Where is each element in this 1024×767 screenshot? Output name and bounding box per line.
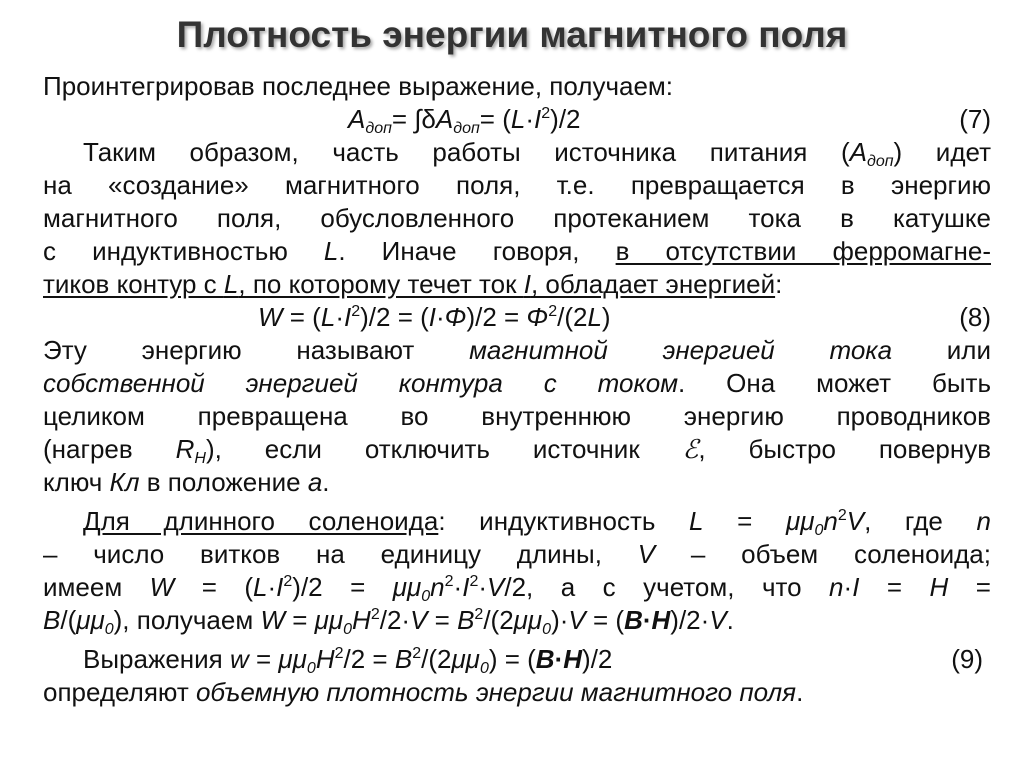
text-segment: определяют (43, 677, 196, 707)
superscript: 2 (370, 606, 380, 623)
subscript: доп (866, 153, 894, 170)
text-segment: /(2 (483, 605, 514, 635)
text-segment: = (703, 506, 786, 536)
eq8-symbol: Φ (526, 302, 549, 332)
eq8-text: = ( (282, 302, 321, 332)
symbol: n (823, 506, 838, 536)
italic-term: объемную плотность энергии магнитного поля (195, 677, 797, 707)
text-segment: · (700, 605, 710, 635)
symbol: n (829, 572, 844, 602)
bold-vector: B (535, 644, 555, 674)
italic-term: магнитной энергией тока (469, 335, 893, 365)
text-line-6 (43, 235, 991, 268)
text-segment: · (478, 572, 488, 602)
text-segment: Таким образом, часть работы источника питания ( (83, 137, 850, 167)
text-line-11: целиком превращена во внутреннюю энергию проводников (43, 401, 991, 431)
text-segment: /(2 (421, 644, 452, 674)
eq8-symbol: L (320, 302, 336, 332)
text-segment: , обладает энергией (530, 269, 776, 299)
text-segment: /( (60, 605, 77, 635)
text-segment: – число витков на единицу длины, (43, 539, 638, 569)
text-segment: · (267, 572, 277, 602)
eq7-subscript: доп (453, 120, 480, 137)
eq7-symbol: I (534, 104, 542, 134)
text-segment: ) идет (893, 137, 991, 167)
text-segment: ключ (43, 467, 110, 497)
subscript: 0 (479, 660, 489, 677)
text-line-12 (43, 433, 991, 466)
symbol: W (149, 572, 175, 602)
text-segment: , быстро повернув (698, 434, 992, 464)
text-segment: тиков контур с (43, 269, 224, 299)
bold-dot: · (554, 644, 564, 674)
symbol: μμ (278, 644, 307, 674)
eq8-symbol: I (343, 302, 352, 332)
eq7-superscript: 2 (541, 105, 551, 122)
eq8-superscript: 2 (548, 303, 558, 320)
symbol: μμ (513, 605, 543, 635)
text-segment: . Иначе говоря, (338, 236, 616, 266)
equation-number-8: (8) (959, 302, 991, 332)
symbol: A (849, 137, 867, 167)
text-segment: Эту энергию называют (43, 335, 470, 365)
text-segment: . (796, 677, 804, 707)
symbol: L (253, 572, 268, 602)
superscript: 2 (444, 573, 454, 590)
text-segment: = ( (174, 572, 254, 602)
bold-dot: · (642, 605, 652, 635)
text-line-1: Проинтегрировав последнее выражение, получаем: (43, 71, 674, 101)
superscript: 2 (837, 507, 847, 524)
underlined-text: Для длинного соленоида (83, 506, 439, 536)
superscript: 2 (283, 573, 293, 590)
symbol: H (315, 644, 335, 674)
symbol: μμ (451, 644, 480, 674)
text-segment: имеем (43, 572, 150, 602)
bold-vector: H (651, 605, 671, 635)
text-segment: . Она может быть (678, 368, 991, 398)
subscript: 0 (343, 621, 353, 638)
symbol: n (976, 506, 991, 536)
symbol: a (307, 467, 323, 497)
equation-number-9: (9) (951, 644, 983, 674)
eq8-text: /(2 (557, 302, 588, 332)
text-line-15 (43, 538, 991, 571)
equation-9 (43, 643, 991, 676)
symbol: B (457, 605, 475, 635)
text-line-10 (43, 367, 991, 400)
symbol: μμ (314, 605, 344, 635)
symbol: L (223, 269, 239, 299)
text-segment: : (775, 269, 783, 299)
eq8-symbol: Φ (444, 302, 467, 332)
eq7-text: = ∫δ (391, 104, 436, 134)
symbol: n (430, 572, 445, 602)
italic-term: собственной энергией контура с током (43, 368, 679, 398)
eq8-symbol: L (587, 302, 602, 332)
symbol: V (410, 605, 428, 635)
text-line-13 (43, 466, 991, 499)
symbol: V (709, 605, 727, 635)
text-segment: · (843, 572, 853, 602)
symbol: V (846, 506, 865, 536)
text-line-9 (43, 334, 991, 367)
text-segment: ) = ( (488, 644, 536, 674)
text-line-4: на «создание» магнитного поля, т.е. превращается в энергию (43, 170, 991, 200)
text-segment: )/2 = (292, 572, 393, 602)
eq8-superscript: 2 (351, 303, 361, 320)
eq7-subscript: доп (365, 120, 392, 137)
equation-8 (43, 301, 991, 334)
symbol: μμ (392, 572, 422, 602)
symbol: L (689, 506, 704, 536)
text-segment: /2, а с учетом, что (504, 572, 830, 602)
text-line-7 (43, 268, 991, 301)
text-segment: )/2 (670, 605, 701, 635)
subscript: 0 (306, 660, 316, 677)
text-line-3 (43, 136, 991, 169)
text-segment: )/2 (582, 644, 613, 674)
symbol: V (637, 539, 656, 569)
eq8-text: · (335, 302, 344, 332)
eq8-text: )/2 = (466, 302, 527, 332)
superscript: 2 (469, 573, 479, 590)
eq7-text: )/2 (550, 104, 581, 134)
text-segment: . (726, 605, 734, 635)
text-segment: · (453, 572, 463, 602)
symbol: B (394, 644, 413, 674)
underlined-text: в отсутствии ферромагне- (615, 236, 991, 266)
text-segment: или (892, 335, 991, 365)
text-segment: . (322, 467, 330, 497)
symbol: V (487, 572, 505, 602)
text-line-14 (43, 505, 991, 538)
symbol: B (43, 605, 61, 635)
text-line-19 (43, 676, 991, 709)
slide-body (43, 70, 991, 709)
text-segment: ) (551, 605, 560, 635)
text-segment: , по которому течет ток (238, 269, 524, 299)
symbol: H (352, 605, 371, 635)
symbol: I (462, 572, 470, 602)
text-segment: = (948, 572, 991, 602)
symbol: H (929, 572, 949, 602)
text-segment: = (427, 605, 458, 635)
slide-title: Плотность энергии магнитного поля (176, 14, 848, 55)
text-segment: с индуктивностью (43, 236, 324, 266)
text-segment: (нагрев (43, 434, 176, 464)
text-segment: : индуктивность (438, 506, 690, 536)
subscript: 0 (104, 621, 114, 638)
symbol: V (568, 605, 586, 635)
symbol: I (523, 269, 531, 299)
symbol: I (276, 572, 284, 602)
bold-vector: H (563, 644, 583, 674)
eq8-text: · (436, 302, 445, 332)
symbol: R (175, 434, 195, 464)
text-segment: · (559, 605, 569, 635)
text-segment: , где (864, 506, 977, 536)
text-segment: Выражения (83, 644, 230, 674)
emf-symbol: ℰ (682, 434, 699, 464)
text-segment: = ( (585, 605, 625, 635)
underlined-text (43, 269, 775, 299)
symbol: μμ (76, 605, 105, 635)
text-line-5: магнитного поля, обусловленного протеканием тока в катушке (43, 203, 991, 233)
text-segment: = (859, 572, 930, 602)
eq8-symbol: W (258, 302, 283, 332)
text-segment: – объем соленоида; (655, 539, 991, 569)
symbol: Кл (109, 467, 140, 497)
text-line-16 (43, 571, 991, 604)
eq7-symbol: A (435, 104, 454, 134)
text-line-17 (43, 604, 991, 637)
symbol: W (260, 605, 285, 635)
eq7-text: · (525, 104, 535, 134)
text-segment: в положение (139, 467, 308, 497)
text-segment: = (285, 605, 315, 635)
symbol: I (852, 572, 860, 602)
superscript: 2 (412, 645, 422, 662)
superscript: 2 (334, 645, 344, 662)
symbol: w (230, 644, 249, 674)
subscript: 0 (814, 522, 824, 539)
text-segment: = (248, 644, 279, 674)
equation-7 (43, 103, 991, 136)
symbol: L (323, 236, 339, 266)
eq7-symbol: L (510, 104, 526, 134)
subscript: 0 (542, 621, 552, 638)
symbol: μμ (785, 506, 815, 536)
text-segment: ), получаем (113, 605, 261, 635)
text-segment: ), если отключить источник (205, 434, 683, 464)
eq8-text: ) (601, 302, 611, 332)
text-segment: /2 = (343, 644, 395, 674)
superscript: 2 (474, 606, 484, 623)
equation-number-7: (7) (959, 104, 991, 134)
bold-vector: B (624, 605, 643, 635)
eq8-text: )/2 = ( (360, 302, 429, 332)
subscript: 0 (421, 588, 431, 605)
eq7-text: = ( (479, 104, 511, 134)
eq8-symbol: I (428, 302, 436, 332)
text-segment: · (401, 605, 411, 635)
text-segment: /2 (379, 605, 402, 635)
eq7-symbol: A (348, 104, 366, 134)
subscript: H (194, 450, 206, 467)
